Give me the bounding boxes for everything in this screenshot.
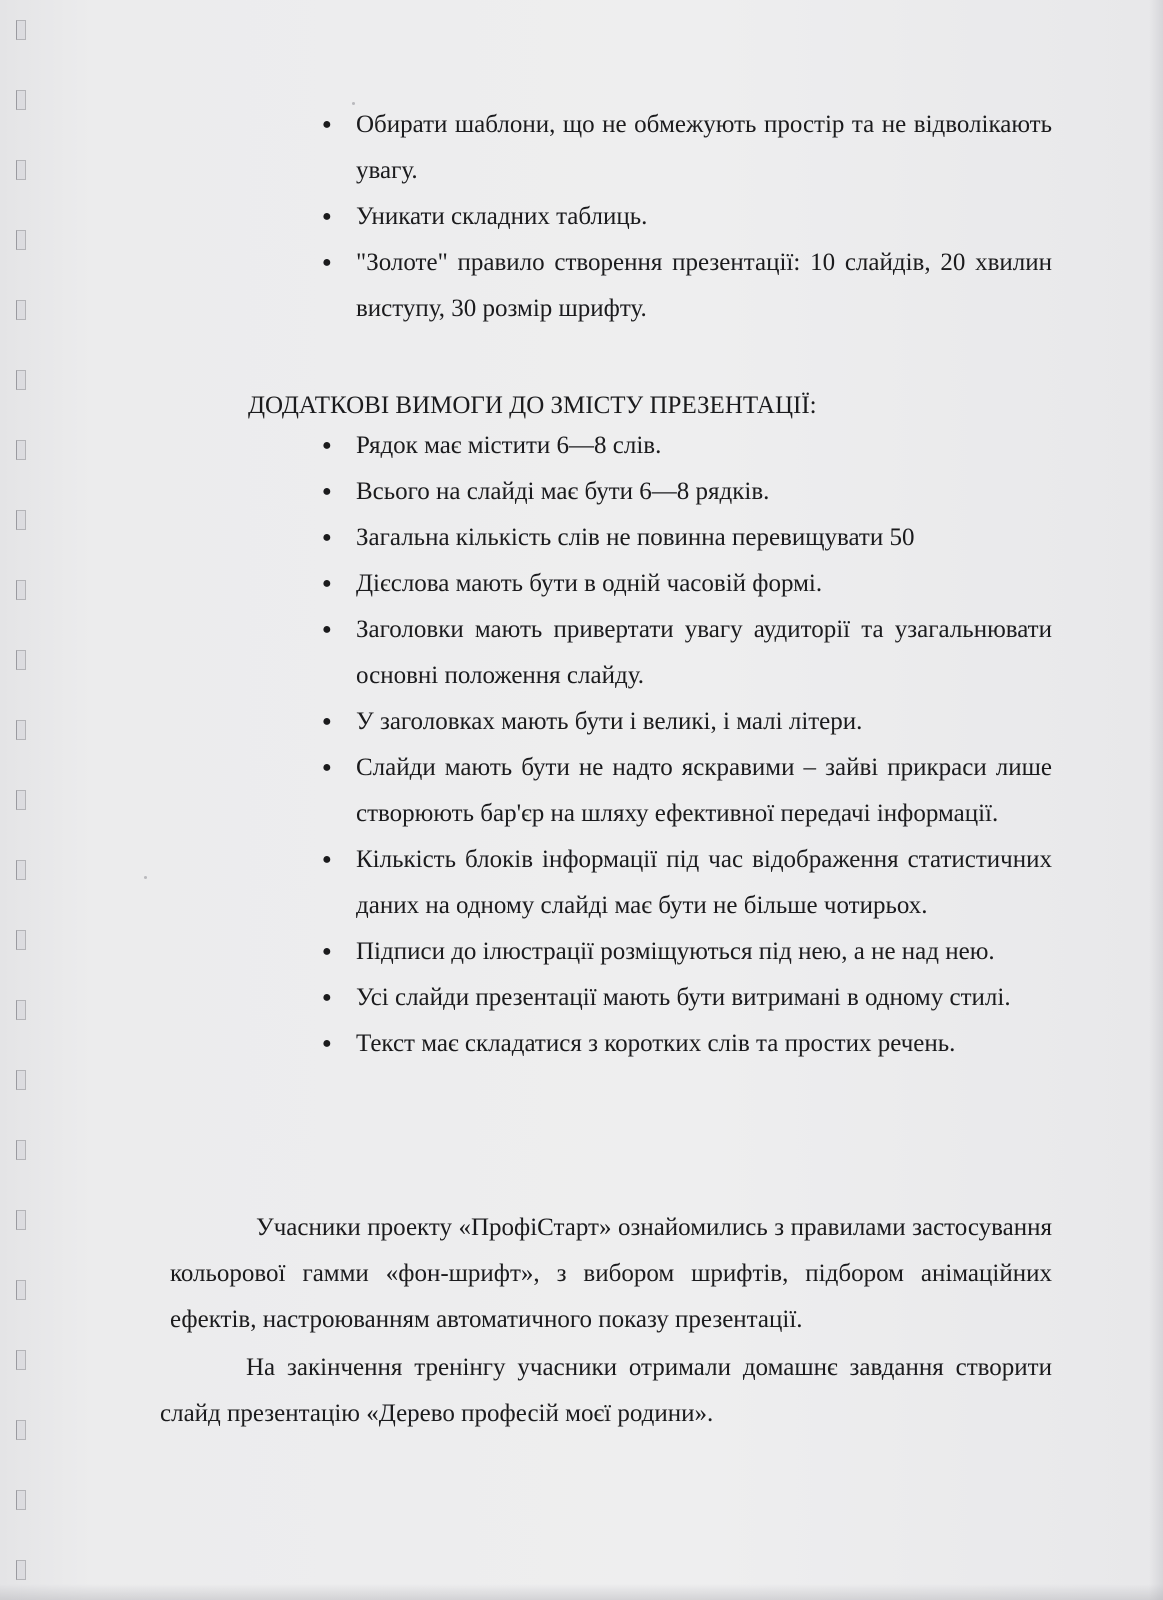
binder-hole xyxy=(16,20,26,40)
bullet-icon xyxy=(322,975,356,1021)
bullet-icon xyxy=(322,240,356,286)
list-item: ● "Золоте" правило створення презентації: 10 слайдів, 20 хвилин виступу, 30 розмір шрифту. xyxy=(322,240,1052,332)
binder-hole xyxy=(16,790,26,810)
list-item: ● Обирати шаблони, що не обмежують простір та не відволікають увагу. xyxy=(322,102,1052,194)
bullet-icon xyxy=(322,561,356,607)
binder-hole xyxy=(16,90,26,110)
binder-hole xyxy=(16,230,26,250)
list-item: ● Заголовки мають привертати увагу аудиторії та узагальнювати основні положення слайду. xyxy=(322,607,1052,699)
binder-hole xyxy=(16,1140,26,1160)
binder-hole xyxy=(16,370,26,390)
list-item: ● Всього на слайді має бути 6—8 рядків. xyxy=(322,469,1052,515)
binder-hole xyxy=(16,1280,26,1300)
list-item: ● Слайди мають бути не надто яскравими – зайві прикраси лише створюють бар'єр на шляху ефективної передачі інформації. xyxy=(322,745,1052,837)
list-item: ● Загальна кількість слів не повинна перевищувати 50 xyxy=(322,515,1052,561)
binder-hole xyxy=(16,650,26,670)
bullet-icon xyxy=(322,515,356,561)
section-heading: ДОДАТКОВІ ВИМОГИ ДО ЗМІСТУ ПРЕЗЕНТАЦІЇ: xyxy=(248,392,817,419)
list-item: ● Усі слайди презентації мають бути витримані в одному стилі. xyxy=(322,975,1052,1021)
bullet-icon xyxy=(322,102,356,148)
list-item: ● Текст має складатися з коротких слів та простих речень. xyxy=(322,1021,1052,1067)
binder-hole xyxy=(16,300,26,320)
list-item: ● Уникати складних таблиць. xyxy=(322,194,1052,240)
binder-hole xyxy=(16,160,26,180)
binder-hole xyxy=(16,1420,26,1440)
bullet-icon xyxy=(322,699,356,745)
bullet-icon xyxy=(322,423,356,469)
bullet-icon xyxy=(322,929,356,975)
paper-speck xyxy=(144,876,147,879)
bullet-icon xyxy=(322,607,356,653)
binder-hole xyxy=(16,1490,26,1510)
binder-hole xyxy=(16,720,26,740)
binder-hole xyxy=(16,1210,26,1230)
bullet-icon xyxy=(322,469,356,515)
binder-hole xyxy=(16,860,26,880)
binder-hole xyxy=(16,1560,26,1580)
binder-hole xyxy=(16,1000,26,1020)
binder-hole xyxy=(16,580,26,600)
list-item: ● Рядок має містити 6—8 слів. xyxy=(322,423,1052,469)
binder-holes xyxy=(0,0,40,1600)
bullet-icon xyxy=(322,837,356,883)
body-paragraph-participants: Учасники проекту «ПрофіСтарт» ознайомились з правилами застосування кольорової гамми «фон-шрифт», з вибором шрифтів, підбором анімаційних ефектів, настроюванням автоматичного показу презентації. xyxy=(170,1214,1052,1333)
bullet-icon xyxy=(322,194,356,240)
list-item: ● Дієслова мають бути в одній часовій формі. xyxy=(322,561,1052,607)
guidelines-list-continued xyxy=(322,102,1052,332)
list-item: ● Кількість блоків інформації під час відображення статистичних даних на одному слайді має бути не більше чотирьох. xyxy=(322,837,1052,929)
binder-hole xyxy=(16,1350,26,1370)
binder-hole xyxy=(16,1070,26,1090)
body-paragraph-homework: На закінчення тренінгу учасники отримали домашнє завдання створити слайд презентацію «Дерево професій моєї родини». xyxy=(160,1354,1052,1427)
list-item: ● У заголовках мають бути і великі, і малі літери. xyxy=(322,699,1052,745)
bullet-icon xyxy=(322,1021,356,1067)
binder-hole xyxy=(16,440,26,460)
content-requirements-list xyxy=(322,423,1052,1067)
page-right-shadow xyxy=(1149,0,1163,1600)
bullet-icon xyxy=(322,745,356,791)
binder-hole xyxy=(16,510,26,530)
page-bottom-shadow xyxy=(0,1584,1163,1600)
binder-hole xyxy=(16,930,26,950)
list-item: ● Підписи до ілюстрації розміщуються під нею, а не над нею. xyxy=(322,929,1052,975)
